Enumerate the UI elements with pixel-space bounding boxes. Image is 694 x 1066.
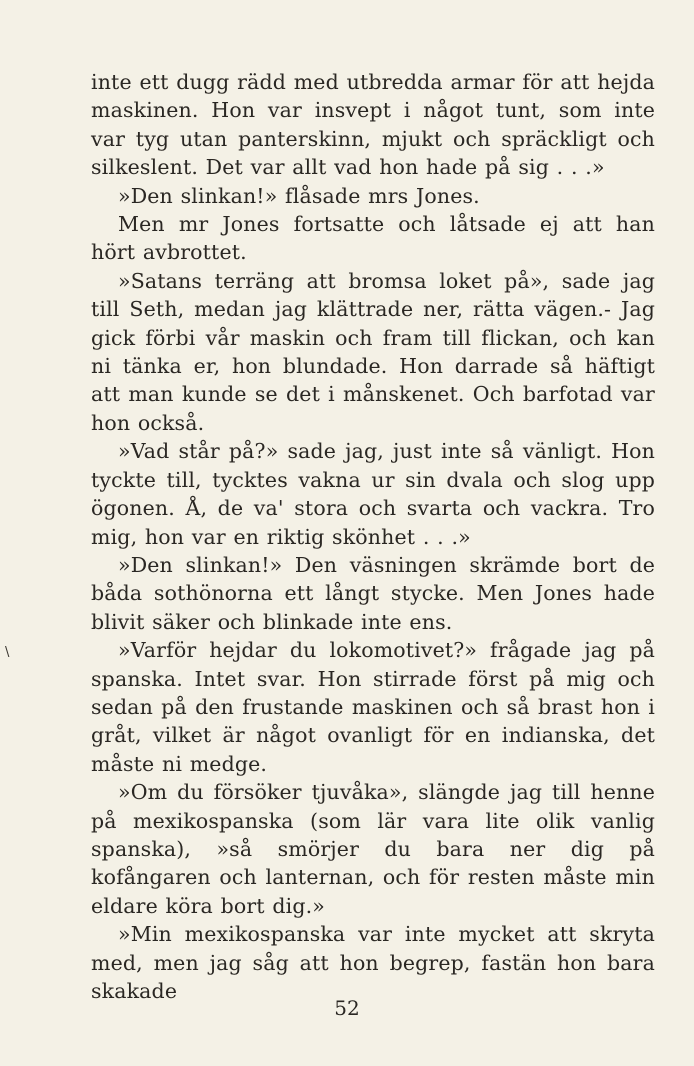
paragraph: »Min mexikospanska var inte mycket att skryta med, men jag såg att hon begrep, fastän hon bara skakade bbox=[91, 922, 655, 1003]
paragraph: »Vad står på?» sade jag, just inte så vänligt. Hon tyckte till, tycktes vakna ur sin dvala och slog upp ögonen. Å, de va' stora och svarta och vackra. Tro mig, hon var en riktig skönhet . . .» bbox=[91, 439, 655, 549]
paragraph: »Varför hejdar du lokomotivet?» frågade jag på spanska. Intet svar. Hon stirrade först på mig och sedan på den frustande maskinen och så brast hon i gråt, vilket är något ovanligt för en indianska, det måste ni medge. bbox=[91, 638, 655, 776]
paragraph: »Den slinkan!» Den väsningen skrämde bort de båda sothönorna ett långt stycke. Men Jones hade blivit säker och blinkade inte ens. bbox=[91, 552, 655, 634]
body-text bbox=[91, 68, 655, 1005]
margin-mark: \ bbox=[5, 645, 10, 660]
paragraph: inte ett dugg rädd med utbredda armar för att hejda maskinen. Hon var insvept i något tunt, som inte var tyg utan panterskinn, mjukt och spräckligt och silkeslent. Det var allt vad hon hade på sig . . .» bbox=[91, 70, 655, 180]
paragraph: Men mr Jones fortsatte och låtsade ej att han hört avbrottet. bbox=[91, 212, 655, 265]
paragraph: »Den slinkan!» flåsade mrs Jones. bbox=[118, 183, 480, 208]
paragraph: »Om du försöker tjuvåka», slängde jag till henne på mexikospanska (som lär vara lite olik vanlig spanska), »så smörjer du bara ner dig på kofångaren och lanternan, och för resten måste min eldare köra bort dig.» bbox=[91, 780, 655, 918]
paragraph: »Satans terräng att bromsa loket på», sade jag till Seth, medan jag klättrade ner, rätta vägen.- Jag gick förbi vår maskin och fram till flickan, och kan ni tänka er, hon blundade. Hon darrade så häftigt att man kunde se det i månskenet. Och barfotad var hon också. bbox=[91, 268, 655, 435]
page-number: 52 bbox=[334, 996, 360, 1020]
